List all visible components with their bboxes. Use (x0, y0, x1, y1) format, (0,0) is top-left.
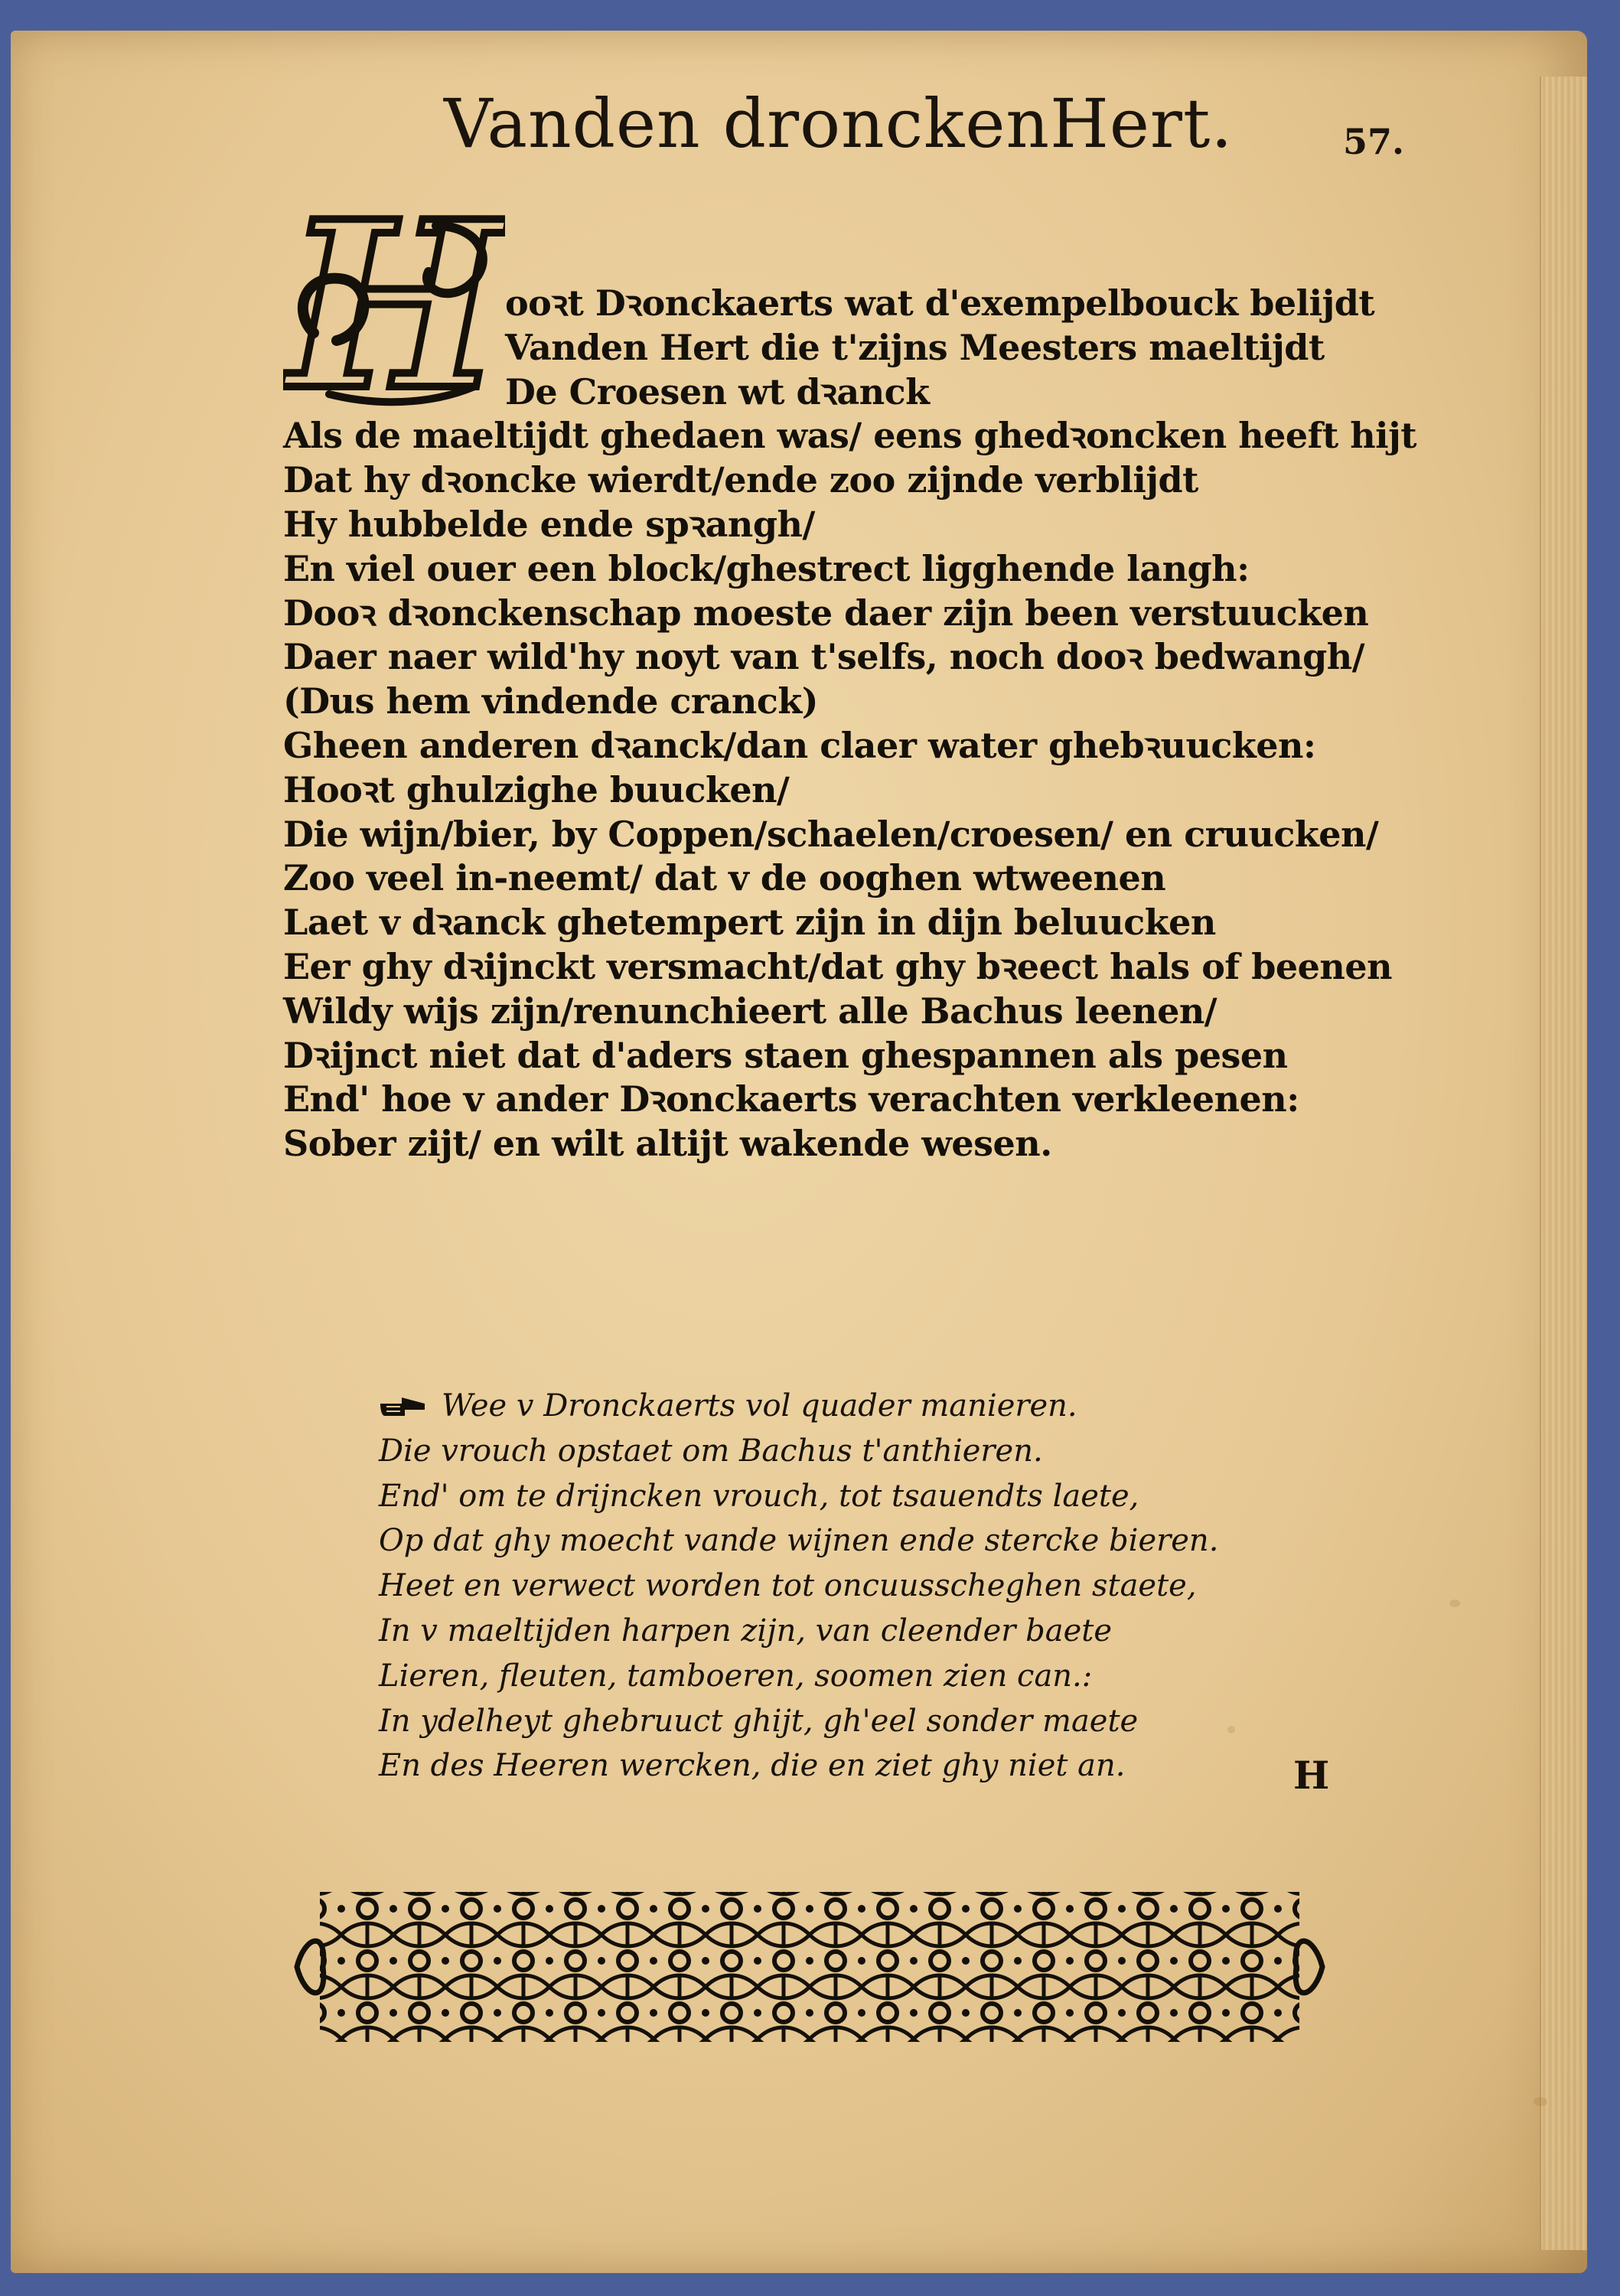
poem-line: En viel ouer een block/ghestrect ligghende langh: (283, 547, 1250, 589)
verse-line: Op dat ghy moecht vande wijnen ende stercke bieren. (379, 1523, 1219, 1559)
poem-line: Gheen anderen dꝛanck/dan claer water ghebꝛuucken: (283, 724, 1316, 766)
foxing-spot (1449, 1600, 1460, 1607)
poem-line: Laet v dꝛanck ghetempert zijn in dijn beluucken (283, 902, 1216, 944)
poem-line: End' hoe v ander Dꝛonckaerts verachten verkleenen: (283, 1078, 1299, 1120)
verse-line: In ydelheyt ghebruuct ghijt, gh'eel sonder maete (379, 1703, 1139, 1739)
poem-line: Dooꝛ dꝛonckenschap moeste daer zijn been verstuucken (283, 592, 1369, 634)
poem-line: Als de maeltijdt ghedaen was/ eens ghedꝛoncken heeft hijt (283, 415, 1417, 457)
poem-line: Sober zijt/ en wilt altijt wakende wesen. (283, 1123, 1052, 1165)
ornamental-border-icon (289, 1883, 1330, 2051)
poem-line: Zoo veel in-neemt/ dat v de ooghen wtweenen (283, 857, 1166, 899)
poem-line: Vanden Hert die t'zijns Meesters maeltijdt (505, 326, 1325, 368)
verse-line: En des Heeren wercken, die en ziet ghy niet an. (379, 1748, 1126, 1784)
verse-line: In v maeltijden harpen zijn, van cleender baete (379, 1613, 1113, 1649)
blackletter-poem (283, 282, 1417, 1166)
verse-line: Heet en verwect worden tot oncuusscheghen staete, (379, 1568, 1197, 1604)
poem-line: Dꝛijnct niet dat d'aders staen ghespannen als pesen (283, 1034, 1288, 1076)
initial-letter: H (285, 195, 503, 417)
running-head: Vanden dronckenHert. (444, 84, 1234, 163)
pointing-hand-icon (379, 1393, 426, 1424)
signature-mark: H (1293, 1753, 1330, 1798)
poem-line: ooꝛt Dꝛonckaerts wat d'exempelbouck belijdt (505, 282, 1375, 324)
poem-line: Hy hubbelde ende spꝛangh/ (283, 503, 815, 545)
verse-line: Lieren, fleuten, tamboeren, soomen zien can.: (379, 1658, 1093, 1694)
verse-line-first (379, 1384, 1374, 1429)
verse-line: End' om te drijncken vrouch, tot tsauendts laete, (379, 1478, 1139, 1514)
poem-line: Hooꝛt ghulzighe buucken/ (283, 768, 790, 810)
italic-verse (379, 1384, 1374, 1789)
poem-line: Wildy wijs zijn/renunchieert alle Bachus leenen/ (283, 990, 1217, 1032)
poem-line: Die wijn/bier, by Coppen/schaelen/croesen/ en cruucken/ (283, 813, 1379, 855)
poem-line: Dat hy dꝛoncke wierdt/ende zoo zijnde verblijdt (283, 459, 1198, 501)
verse-line: Die vrouch opstaet om Bachus t'anthieren. (379, 1433, 1043, 1469)
poem-line: (Dus hem vindende cranck) (283, 680, 819, 722)
poem-line: Daer naer wild'hy noyt van t'selfs, noch dooꝛ bedwangh/ (283, 636, 1365, 678)
verse-line: Wee v Dronckaerts vol quader manieren. (442, 1388, 1077, 1424)
page-edge (1540, 77, 1587, 2250)
poem-line: De Croesen wt dꝛanck (505, 370, 930, 413)
page-number: 57. (1343, 121, 1405, 162)
foxing-spot (1534, 2097, 1547, 2106)
poem-line: Eer ghy dꝛijnckt versmacht/dat ghy bꝛeect hals of beenen (283, 945, 1393, 987)
